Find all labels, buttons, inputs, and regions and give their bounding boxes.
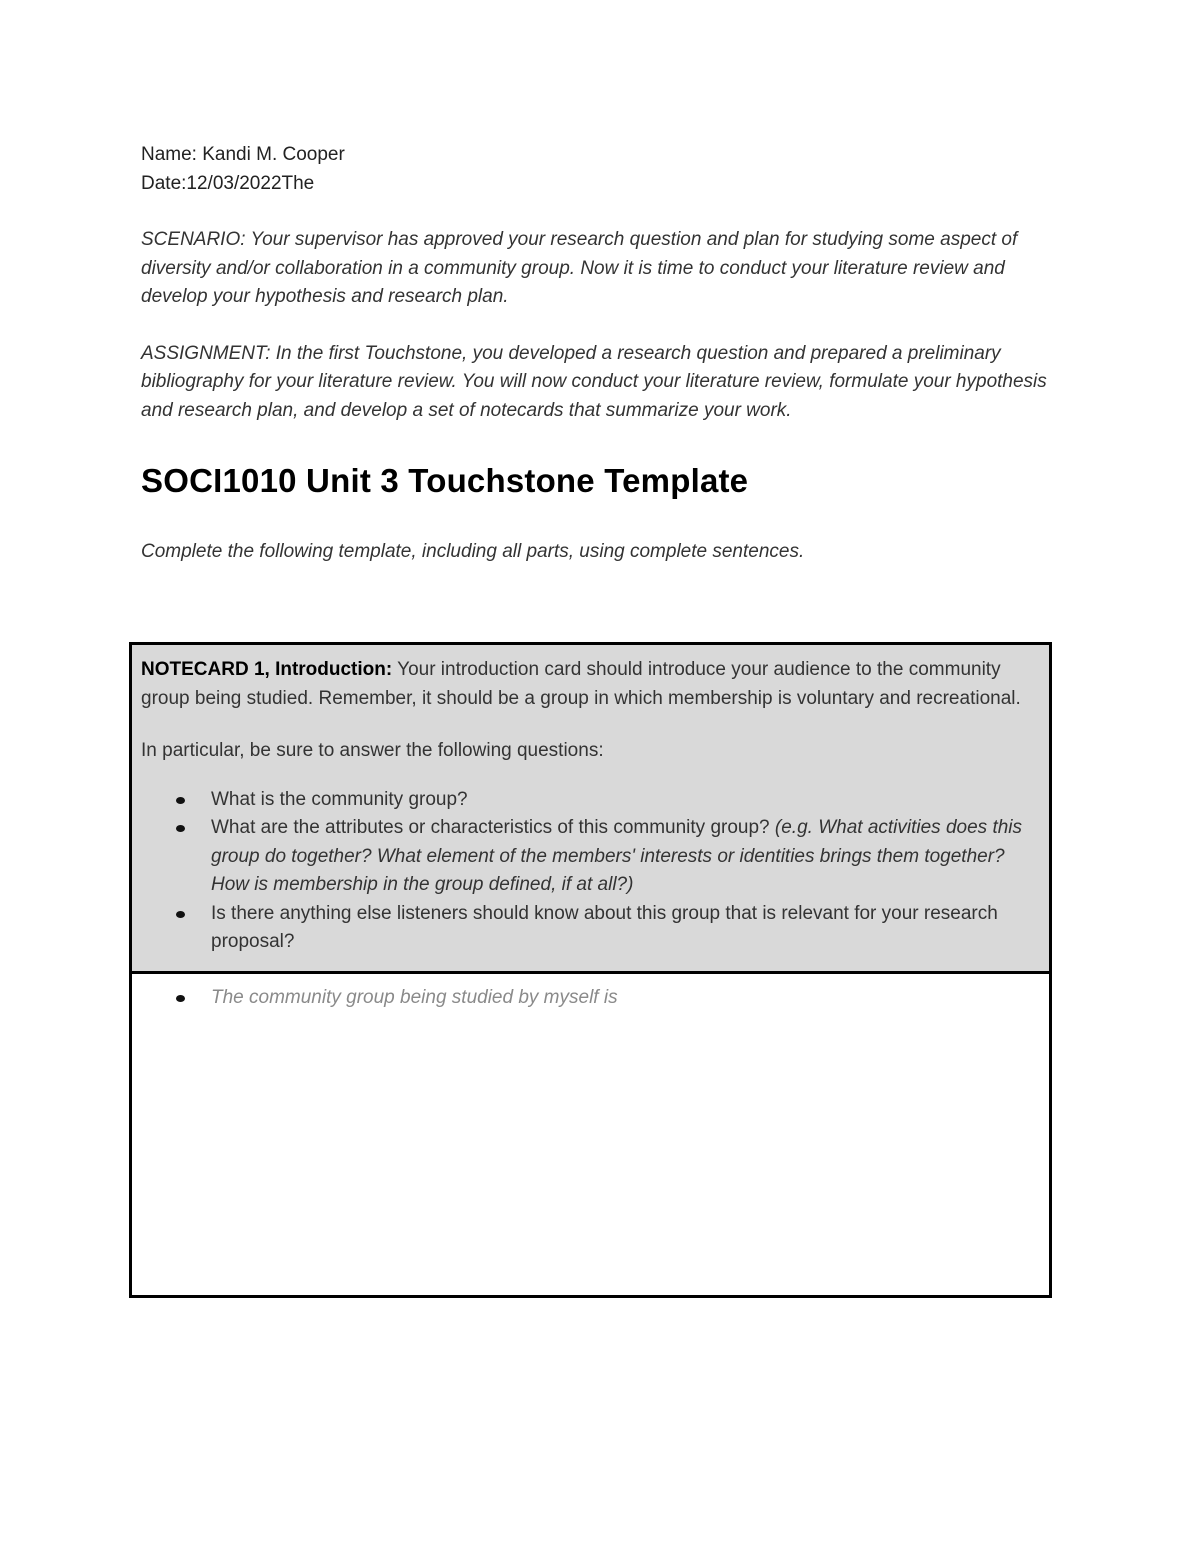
notecard-1-answer-list xyxy=(141,984,1027,1013)
answer-text[interactable]: The community group being studied by myself is xyxy=(211,987,618,1008)
notecard-1-description-paragraph xyxy=(141,656,1027,713)
question-text: What is the community group? xyxy=(211,788,468,810)
notecard-1-description: Your introduction card should introduce your audience to the community group being studied. Remember, it should be a group in which membership is voluntary and recreational. xyxy=(141,659,1021,709)
notecard-1-label: NOTECARD 1, Introduction: xyxy=(141,659,393,680)
question-text: What are the attributes or characteristics of this community group? xyxy=(211,817,775,838)
assignment-paragraph: ASSIGNMENT: In the first Touchstone, you developed a research question and prepared a preliminary bibliography for your literature review. You will now conduct your literature review, formulate your hypothesis and research plan, and develop a set of notecards that summarize your work. xyxy=(141,342,1047,421)
notecard-1-prompt-cell xyxy=(132,645,1049,974)
notecard-1-table xyxy=(129,642,1052,1298)
list-item xyxy=(211,900,1027,957)
notecard-1-prompt-intro: In particular, be sure to answer the following questions: xyxy=(141,740,604,761)
date-line: Date:12/03/2022The xyxy=(141,172,315,194)
list-item[interactable] xyxy=(211,984,1027,1013)
question-text: Is there anything else listeners should know about this group that is relevant for your research proposal? xyxy=(211,902,998,952)
bullet-icon xyxy=(176,911,185,918)
question-examples: (e.g. What activities does this group do together? What element of the members' interests or identities brings them together? How is membership in the group defined, if at all?) xyxy=(211,817,1023,895)
scenario-paragraph: SCENARIO: Your supervisor has approved your research question and plan for studying some aspect of diversity and/or collaboration in a community group. Now it is time to conduct your literature review and develop your hypothesis and research plan. xyxy=(141,229,1018,307)
notecard-1-question-list xyxy=(141,786,1027,957)
notecard-1-answer-cell[interactable] xyxy=(132,974,1049,1295)
instructions-text: Complete the following template, including all parts, using complete sentences. xyxy=(141,541,805,562)
list-item xyxy=(211,786,1027,815)
bullet-icon xyxy=(176,797,185,804)
list-item xyxy=(211,814,1027,900)
name-line: Name: Kandi M. Cooper xyxy=(141,144,345,165)
document-page xyxy=(141,141,1051,567)
bullet-icon xyxy=(176,995,185,1002)
document-title: SOCI1010 Unit 3 Touchstone Template xyxy=(141,462,749,499)
bullet-icon xyxy=(176,825,185,832)
